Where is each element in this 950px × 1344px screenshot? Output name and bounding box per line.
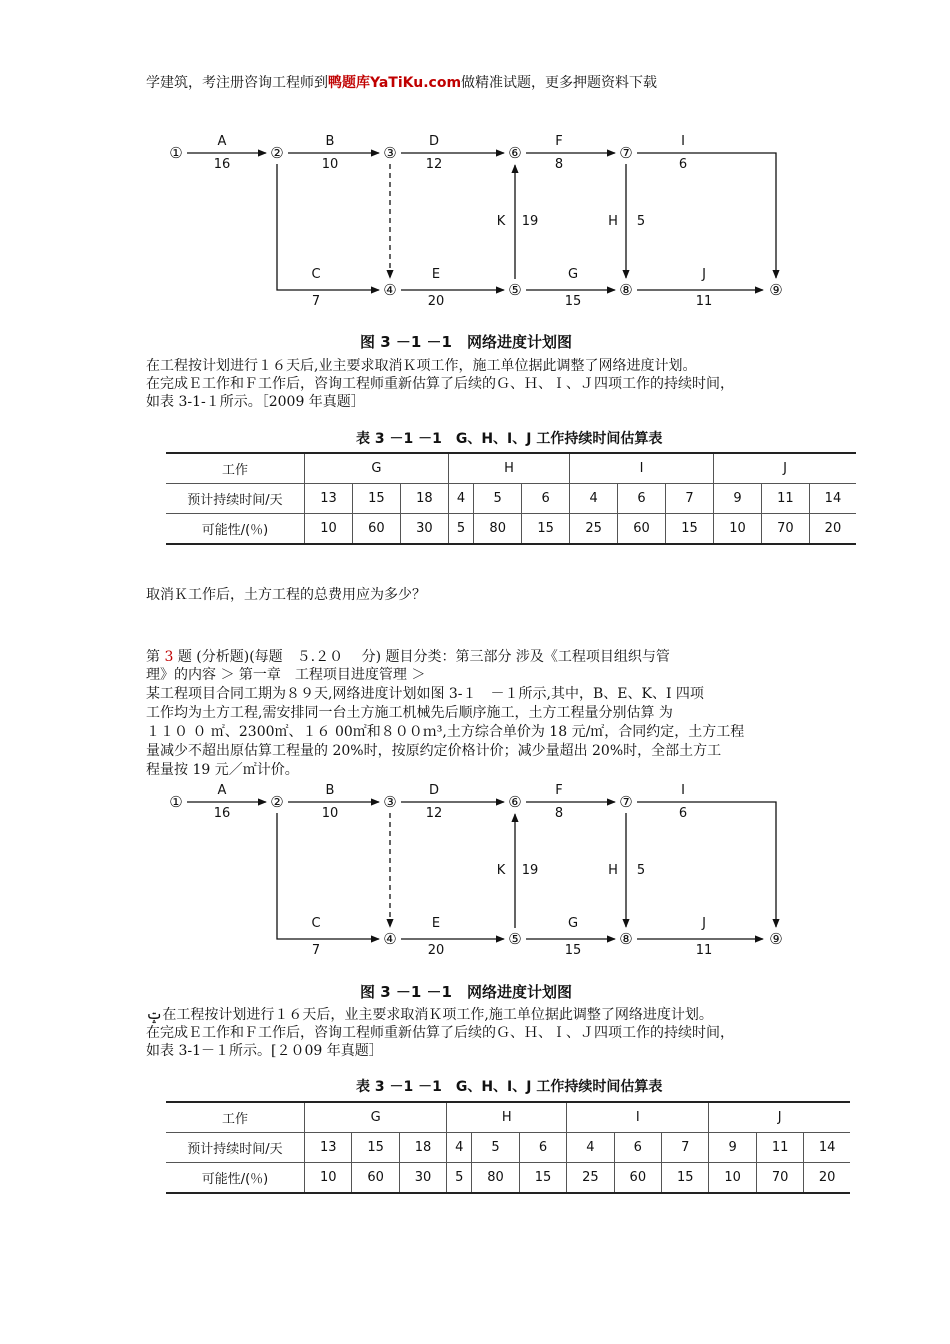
question3-header [146, 648, 670, 684]
duration-estimate-table-2 [166, 1101, 850, 1194]
table-header-label: 工作 [166, 1102, 305, 1133]
table-cell: 11 [761, 484, 809, 514]
question3-number: 3 [164, 649, 174, 665]
duration-a: 16 [213, 157, 231, 172]
table-cell: 18 [399, 1133, 446, 1163]
table-cell: 4 [570, 484, 618, 514]
duration-h: 5 [636, 214, 646, 229]
node-5: ⑤ [508, 930, 522, 948]
duration-e: 20 [427, 294, 445, 309]
table-cell: 10 [709, 1163, 756, 1194]
table-cell: 15 [666, 514, 714, 545]
header-suffix: 做精准试题，更多押题资料下载 [461, 75, 658, 91]
table-cell: 70 [761, 514, 809, 545]
activity-j: J [702, 916, 706, 931]
node-3: ③ [383, 144, 397, 162]
row-label-probability: 可能性/(％) [166, 1163, 305, 1194]
row-label-duration: 预计持续时间/天 [166, 484, 305, 514]
node-1: ① [169, 793, 183, 811]
table-cell: 9 [709, 1133, 756, 1163]
question3-line: 某工程项目合同工期为８９天,网络进度计划如图 3-１ －１所示,其中，B、E、K、I 四项 [146, 686, 704, 702]
activity-e: E [431, 916, 441, 931]
table-group-h: H [447, 1102, 567, 1133]
activity-k: K [496, 214, 506, 229]
table-group-h: H [448, 453, 569, 484]
duration-f: 8 [554, 157, 564, 172]
table-cell: 25 [567, 1163, 614, 1194]
duration-c: 7 [311, 943, 321, 958]
table-cell: 13 [305, 484, 353, 514]
table-group-i: I [567, 1102, 709, 1133]
table-cell: 9 [713, 484, 761, 514]
table-cell: 15 [519, 1163, 566, 1194]
question3-body [146, 685, 744, 780]
table-group-g: G [305, 453, 449, 484]
header-prefix: 学建筑，考注册咨询工程师到 [146, 75, 328, 91]
activity-k: K [496, 863, 506, 878]
node-4: ④ [383, 281, 397, 299]
activity-g: G [567, 916, 579, 931]
table-cell: 6 [519, 1133, 566, 1163]
node-7: ⑦ [619, 144, 633, 162]
duration-i: 6 [678, 157, 688, 172]
table-cell: 15 [522, 514, 570, 545]
table-cell: 20 [804, 1163, 850, 1194]
table-cell: 60 [352, 1163, 399, 1194]
activity-h: H [608, 214, 618, 229]
duration-e: 20 [427, 943, 445, 958]
header-brand[interactable]: 鸭题库 [328, 75, 370, 91]
table-cell: 6 [522, 484, 570, 514]
table-cell: 5 [474, 484, 522, 514]
activity-f: F [555, 134, 563, 149]
table-cell: 5 [472, 1133, 519, 1163]
duration-j: 11 [695, 294, 713, 309]
duration-g: 15 [564, 943, 582, 958]
table-cell: 7 [666, 484, 714, 514]
node-5: ⑤ [508, 281, 522, 299]
table-cell: 25 [570, 514, 618, 545]
table-cell: 15 [352, 1133, 399, 1163]
table-cell: 60 [352, 514, 400, 545]
table-group-j: J [713, 453, 856, 484]
table-cell: 11 [756, 1133, 803, 1163]
table-title-2: 表 3 －1 －1 G、H、I、J 工作持续时间估算表 [356, 1079, 663, 1095]
section1-line: 在完成Ｅ工作和Ｆ工作后，咨询工程师重新估算了后续的Ｇ、Ｈ、Ｉ、Ｊ四项工作的持续时间， [146, 376, 734, 392]
section1-paragraph [146, 357, 734, 411]
activity-d: D [428, 134, 440, 149]
node-4: ④ [383, 930, 397, 948]
activity-f: F [555, 783, 563, 798]
table-cell: 4 [447, 1133, 472, 1163]
duration-estimate-table-1 [166, 452, 856, 545]
header-brand-latin[interactable]: YaTiKu.com [370, 75, 462, 91]
table-cell: 6 [614, 1133, 661, 1163]
table-cell: 70 [756, 1163, 803, 1194]
node-3: ③ [383, 793, 397, 811]
section2-paragraph [146, 1006, 734, 1060]
table-cell: 80 [472, 1163, 519, 1194]
table-cell: 80 [474, 514, 522, 545]
row-label-duration: 预计持续时间/天 [166, 1133, 305, 1163]
section2-line: ݓ在工程按计划进行１６天后，业主要求取消Ｋ项工作,施工单位据此调整了网络进度计划。 [146, 1007, 713, 1023]
activity-b: B [325, 134, 335, 149]
network-diagram-1 [160, 126, 800, 316]
table-cell: 15 [352, 484, 400, 514]
table-header-label: 工作 [166, 453, 305, 484]
page-header [146, 72, 657, 92]
table-cell: 60 [614, 1163, 661, 1194]
table-cell: 13 [305, 1133, 352, 1163]
table-cell: 5 [448, 514, 473, 545]
table-cell: 20 [809, 514, 856, 545]
table-cell: 18 [400, 484, 448, 514]
activity-i: I [681, 134, 685, 149]
node-8: ⑧ [619, 281, 633, 299]
duration-h: 5 [636, 863, 646, 878]
activity-g: G [567, 267, 579, 282]
node-6: ⑥ [508, 793, 522, 811]
question3-meta: 题 (分析题)(每题 ５.２０ 分) 题目分类：第三部分 涉及《工程项目组织与管 [177, 649, 670, 665]
question-text: 取消Ｋ工作后，土方工程的总费用应为多少？ [146, 587, 426, 603]
activity-b: B [325, 783, 335, 798]
table-cell: 7 [662, 1133, 709, 1163]
table-cell: 4 [567, 1133, 614, 1163]
table-title-1: 表 3 －1 －1 G、H、I、J 工作持续时间估算表 [356, 431, 663, 447]
duration-j: 11 [695, 943, 713, 958]
table-cell: 5 [447, 1163, 472, 1194]
section1-line: 如表 3-1-１所示。［2009 年真题］ [146, 394, 365, 410]
node-7: ⑦ [619, 793, 633, 811]
question3-line: １１０ ０ ㎡、2300㎡、１６ 00㎡和８００ｍ³,土方综合单价为 18 元/㎡，合同约定，土方工程 [146, 724, 745, 740]
question3-category: 理》的内容 ＞ 第一章 工程项目进度管理 ＞ [146, 667, 426, 683]
table-group-j: J [709, 1102, 850, 1133]
row-label-probability: 可能性/(％) [166, 514, 305, 545]
activity-c: C [311, 916, 321, 931]
table-cell: 30 [400, 514, 448, 545]
duration-k: 19 [521, 863, 539, 878]
duration-k: 19 [521, 214, 539, 229]
node-9: ⑨ [769, 281, 783, 299]
duration-c: 7 [311, 294, 321, 309]
table-cell: 10 [305, 1163, 352, 1194]
node-2: ② [270, 793, 284, 811]
table-cell: 10 [305, 514, 353, 545]
diagram-caption-1: 图 3 －1 －1 网络进度计划图 [360, 333, 572, 351]
activity-e: E [431, 267, 441, 282]
table-cell: 60 [618, 514, 666, 545]
network-diagram-2 [160, 775, 800, 965]
table-group-g: G [305, 1102, 447, 1133]
node-6: ⑥ [508, 144, 522, 162]
activity-j: J [702, 267, 706, 282]
table-cell: 14 [804, 1133, 850, 1163]
duration-d: 12 [425, 806, 443, 821]
table-cell: 10 [713, 514, 761, 545]
question3-line: 程量按 19 元／㎡计价。 [146, 762, 299, 778]
table-cell: 4 [448, 484, 473, 514]
section2-line: 如表 3-1－１所示。[２０09 年真题］ [146, 1043, 383, 1059]
duration-d: 12 [425, 157, 443, 172]
duration-a: 16 [213, 806, 231, 821]
duration-g: 15 [564, 294, 582, 309]
duration-b: 10 [321, 806, 339, 821]
node-1: ① [169, 144, 183, 162]
duration-f: 8 [554, 806, 564, 821]
node-9: ⑨ [769, 930, 783, 948]
section2-line: 在完成Ｅ工作和Ｆ工作后，咨询工程师重新估算了后续的Ｇ、Ｈ、Ｉ、Ｊ四项工作的持续时间， [146, 1025, 734, 1041]
activity-a: A [217, 134, 227, 149]
node-2: ② [270, 144, 284, 162]
question3-di: 第 [146, 649, 160, 665]
table-group-i: I [570, 453, 714, 484]
table-cell: 14 [809, 484, 856, 514]
section1-line: 在工程按计划进行１６天后,业主要求取消Ｋ项工作，施工单位据此调整了网络进度计划。 [146, 358, 697, 374]
duration-i: 6 [678, 806, 688, 821]
duration-b: 10 [321, 157, 339, 172]
activity-a: A [217, 783, 227, 798]
diagram-caption-2: 图 3 －1 －1 网络进度计划图 [360, 983, 572, 1001]
activity-d: D [428, 783, 440, 798]
activity-i: I [681, 783, 685, 798]
question3-line: 量减少不超出原估算工程量的 20%时，按原约定价格计价；减少量超出 20%时，全部土方工 [146, 743, 722, 759]
table-cell: 30 [399, 1163, 446, 1194]
activity-c: C [311, 267, 321, 282]
activity-h: H [608, 863, 618, 878]
question3-line: 工作均为土方工程,需安排同一台土方施工机械先后顺序施工，土方工程量分别估算 为 [146, 705, 673, 721]
table-cell: 15 [662, 1163, 709, 1194]
table-cell: 6 [618, 484, 666, 514]
node-8: ⑧ [619, 930, 633, 948]
